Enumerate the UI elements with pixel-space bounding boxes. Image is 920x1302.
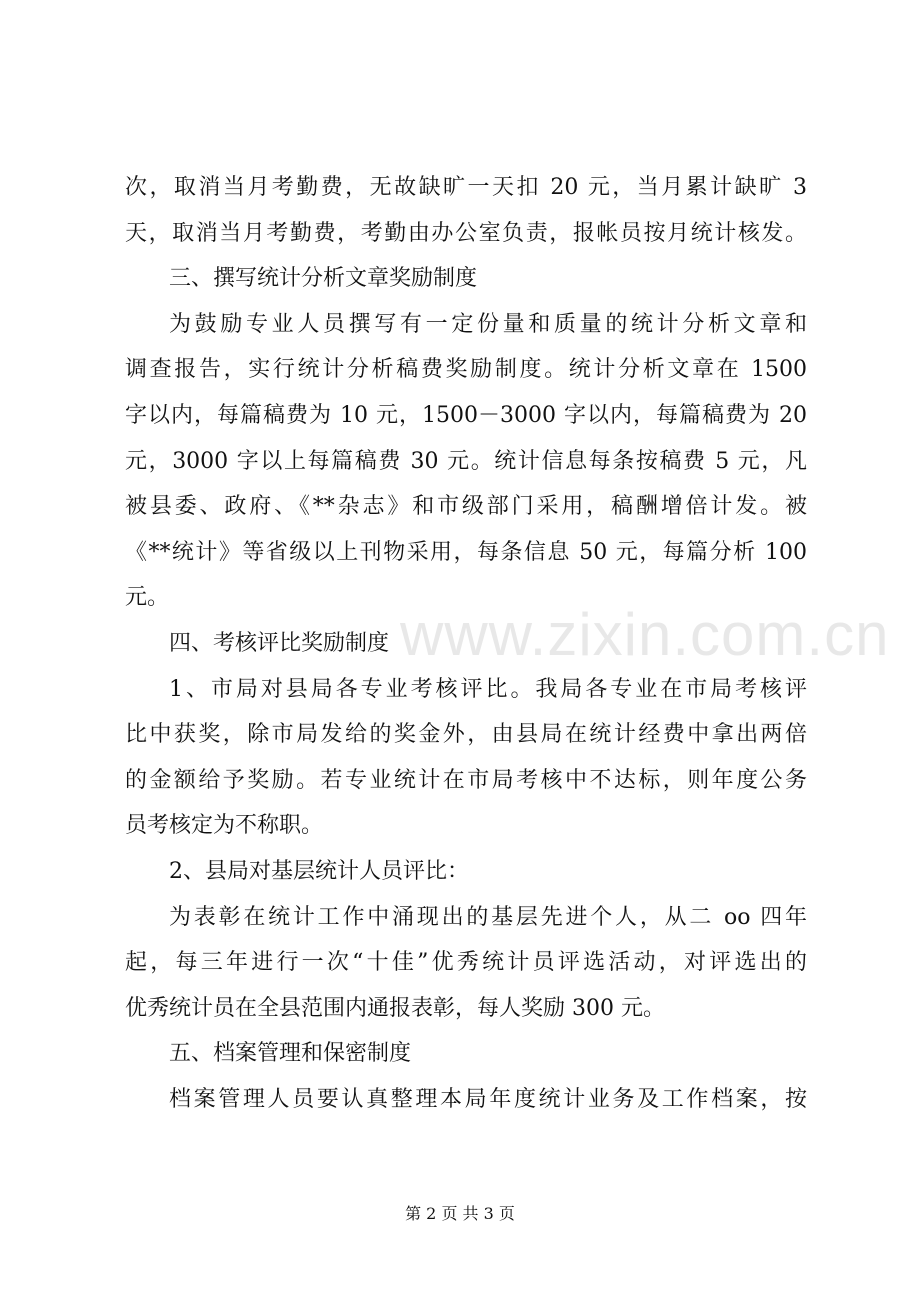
text-line: 起，每三年进行一次“十佳”优秀统计员评选活动，对评选出的 <box>125 950 807 976</box>
section-heading: 三、撰写统计分析文章奖励制度 <box>169 266 478 292</box>
text-line: 优秀统计员在全县范围内通报表彰，每人奖励 300 元。 <box>125 995 665 1021</box>
text-line: 字以内，每篇稿费为 10 元，1500－3000 字以内，每篇稿费为 20 <box>125 402 807 428</box>
text-line: 比中获奖，除市局发给的奖金外，由县局在统计经费中拿出两倍 <box>125 722 807 748</box>
page-footer: 第 2 页 共 3 页 <box>405 1204 515 1223</box>
text-line: 次，取消当月考勤费，无故缺旷一天扣 20 元，当月累计缺旷 3 <box>125 175 807 200</box>
text-line: 天，取消当月考勤费，考勤由办公室负责，报帐员按月统计核发。 <box>125 220 807 246</box>
text-line: 调查报告，实行统计分析稿费奖励制度。统计分析文章在 1500 <box>125 357 807 383</box>
section-heading: 四、考核评比奖励制度 <box>169 630 390 656</box>
text-line: 元。 <box>125 585 170 611</box>
section-heading: 五、档案管理和保密制度 <box>169 1041 412 1067</box>
text-line: 员考核定为不称职。 <box>125 813 324 839</box>
text-line: 被县委、政府、《**杂志》和市级部门采用，稿酬增倍计发。被 <box>125 494 807 520</box>
watermark: www.zixin.com.cn <box>400 601 890 668</box>
text-line: 为鼓励专业人员撰写有一定份量和质量的统计分析文章和 <box>169 311 807 337</box>
subsection-heading: 2、县局对基层统计人员评比： <box>169 858 469 884</box>
text-line: 《**统计》等省级以上刊物采用，每条信息 50 元，每篇分析 100 <box>125 539 807 565</box>
text-line: 档案管理人员要认真整理本局年度统计业务及工作档案，按 <box>169 1086 807 1112</box>
text-line: 为表彰在统计工作中涌现出的基层先进个人，从二 oo 四年 <box>169 904 807 930</box>
text-line: 的金额给予奖励。若专业统计在市局考核中不达标，则年度公务 <box>125 767 807 793</box>
text-line: 1、市局对县局各专业考核评比。我局各专业在市局考核评 <box>169 676 807 702</box>
text-line: 元，3000 字以上每篇稿费 30 元。统计信息每条按稿费 5 元，凡 <box>125 448 807 474</box>
